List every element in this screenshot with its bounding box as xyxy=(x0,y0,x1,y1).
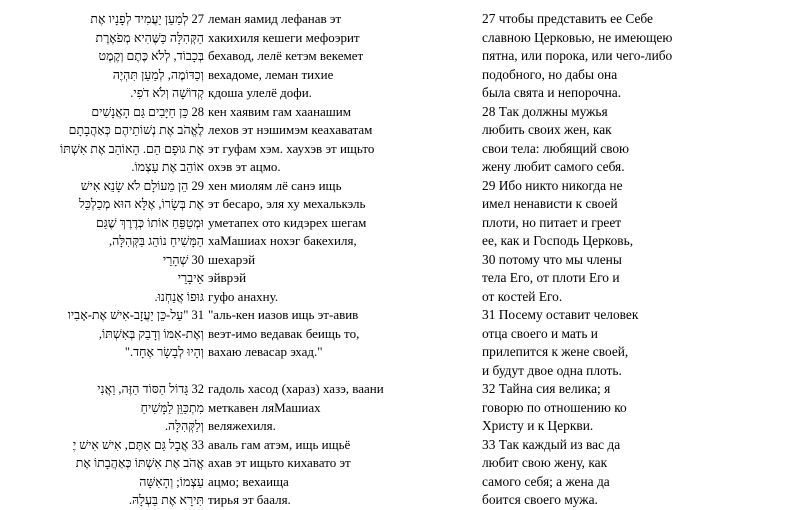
transliteration-column xyxy=(208,10,448,510)
hebrew-line: וְכַדּוֹמֶה, לְמַעַן תִּהְיֶה xyxy=(112,67,204,82)
hebrew-line: 33 אֲבָל גַּם אַתֶּם, אִישׁ אִישׁ יֶ xyxy=(72,437,204,452)
russian-line: говорю по отношению ко xyxy=(482,399,627,415)
russian-line: 30 потому что мы члены xyxy=(482,251,622,267)
hebrew-line: תִּירָא אֶת בַּעְלָהּ. xyxy=(128,493,204,507)
russian-line: Христу и к Церкви. xyxy=(482,418,594,433)
russian-line: тела Его, от плоти Его и xyxy=(482,270,620,285)
transliteration-line: кдоша улелё дофи. xyxy=(208,85,312,100)
russian-line: отца своего и мать и xyxy=(482,325,598,341)
hebrew-line: קְדוֹשָׁה וְלֹא דֹפִי. xyxy=(130,86,204,100)
hebrew-line: גּוּפוֹ אֲנַחְנוּ. xyxy=(154,289,204,304)
transliteration-line: гадоль хасод (хараз) хазэ, ваани xyxy=(208,381,384,396)
russian-line: любит свою жену, как xyxy=(482,455,608,470)
russian-line: прилепится к жене своей, xyxy=(482,344,629,359)
hebrew-line: 30 שְׁהָרֵי xyxy=(162,252,204,267)
transliteration-line: гуфо анахну. xyxy=(208,288,279,304)
hebrew-line: וְלַקְּהִלָּה. xyxy=(164,419,204,433)
hebrew-line: 27 לְמַעַן יַעֲמִיד לְפָנָיו אֶת xyxy=(90,12,204,26)
transliteration-line: эт гуфам хэм. хаухэв эт ищьто xyxy=(208,140,375,156)
russian-line: 28 Так должны мужья xyxy=(482,103,608,119)
russian-line: была свята и непорочна. xyxy=(482,85,622,100)
russian-line: и будут двое одна плоть. xyxy=(482,362,622,378)
hebrew-line: וְהָיוּ לְבָשָׂר אֶחָד." xyxy=(124,345,204,359)
russian-translation-column xyxy=(482,10,782,510)
hebrew-line: אֱהֹב אֶת אִשְׁתּוֹ כְּאַהֲבָתוֹ אֶת xyxy=(75,456,204,470)
transliteration-line: хакихиля кешеги мефоэрит xyxy=(208,29,360,45)
russian-line: пятна, или порока, или чего-либо xyxy=(482,48,673,63)
hebrew-line: אוֹהֵב אֶת עַצְמוֹ. xyxy=(131,160,204,174)
hebrew-line: וּמְטַפֵּחַ אוֹתוֹ כְּדֶרֶךְ שֶׁגַּם xyxy=(95,215,204,230)
russian-line: любить своих жен, как xyxy=(482,122,612,137)
hebrew-text-column xyxy=(60,10,204,510)
transliteration-line: вехадоме, леман тихие xyxy=(208,66,334,82)
hebrew-line xyxy=(60,362,204,381)
hebrew-line: הַקְּהִלָּה כַּשֶּׁהִיא מְפֹאֶרֶת xyxy=(95,30,204,45)
hebrew-line: 29 הֵן מֵעוֹלָם לֹא שָׂנֵא אִישׁ xyxy=(80,178,204,193)
transliteration-line: эт бесаро, эля ху мехалькэль xyxy=(208,196,366,211)
transliteration-line: веэт-имо ведавак беищь то, xyxy=(208,325,360,341)
transliteration-line: вахаю левасар эхад." xyxy=(208,344,323,359)
russian-line: жену любит самого себя. xyxy=(482,159,625,174)
russian-line: самого себя; а жена да xyxy=(482,473,610,489)
transliteration-line: хен миолям лё санэ ищь xyxy=(208,177,342,193)
hebrew-line: 28 כֵּן חַיָּבִים גַּם הָאֲנָשִׁים xyxy=(91,104,204,119)
hebrew-line: מִתְכַּוֵּן לַמָּשִׁיחַ xyxy=(140,400,204,415)
transliteration-line: "аль-кен иазов ищь эт-авив xyxy=(208,307,359,322)
russian-line: 33 Так каждый из вас да xyxy=(482,436,621,452)
hebrew-line: עַצְמוֹ; וְהָאִשָּׁה xyxy=(139,474,204,489)
hebrew-line: בְּכָבוֹד, לְלֹא כֶּתֶם וְקֶמֶט xyxy=(98,49,204,63)
transliteration-line xyxy=(208,362,448,381)
hebrew-line: לֶאֱהֹב אֶת נְשׁוֹתֵיהֶם כְּאַהֲבָתָם xyxy=(68,123,204,137)
transliteration-line: эйврэй xyxy=(208,270,247,285)
russian-line: плоти, но питает и греет xyxy=(482,214,622,230)
transliteration-line: бехавод, лелё кетэм векемет xyxy=(208,48,364,63)
transliteration-line: ахав эт ищьто кихавато эт xyxy=(208,455,351,470)
russian-line: боится своего мужа. xyxy=(482,492,598,507)
transliteration-line: шехарэй xyxy=(208,251,256,267)
transliteration-line: веляжехиля. xyxy=(208,418,276,433)
russian-line: 27 чтобы представить ее Себе xyxy=(482,11,653,26)
hebrew-line: אֵיבָרֵי xyxy=(177,271,204,285)
hebrew-line: אֶת גּוּפָם הֵם. הָאוֹהֵב אֶת אִשְׁתּוֹ xyxy=(60,141,204,156)
transliteration-line: хаМашиах нохэг бакехиля, xyxy=(208,233,357,248)
transliteration-line: охэв эт ацмо. xyxy=(208,159,281,174)
russian-line: 32 Тайна сия велика; я xyxy=(482,381,611,396)
russian-line: ее, как и Господь Церковь, xyxy=(482,233,634,248)
hebrew-line: 31 "עַל-כֵּן יַעֲזָב-אִישׁ אֶת-אָבִיו xyxy=(67,308,204,322)
russian-line: 29 Ибо никто никогда не xyxy=(482,177,623,193)
transliteration-line: тирья эт бааля. xyxy=(208,492,291,507)
russian-line: имел ненависти к своей xyxy=(482,196,618,211)
transliteration-line: леман яамид лефанав эт xyxy=(208,11,342,26)
transliteration-line: аваль гам атэм, ищь ищьё xyxy=(208,436,351,452)
russian-line: подобного, но дабы она xyxy=(482,66,618,82)
russian-line: свои тела: любящий свою xyxy=(482,140,630,156)
transliteration-line: меткавен ляМашиах xyxy=(208,399,321,415)
hebrew-line: אֶת בְּשָׂרוֹ, אֶלָּא הוּא מְכַלְכֵּל xyxy=(78,197,204,211)
russian-line: 31 Посему оставит человек xyxy=(482,307,639,322)
transliteration-line: кен хаявим гам хаанашим xyxy=(208,103,351,119)
transliteration-line: лехов эт нэшимэм кеахаватам xyxy=(208,122,373,137)
hebrew-line: הַמָּשִׁיחַ נוֹהֵג בַּקְּהִלָּה, xyxy=(108,234,204,248)
russian-line: славною Церковью, не имеющею xyxy=(482,29,673,45)
transliteration-line: уметапех ото кидэрех шегам xyxy=(208,214,367,230)
hebrew-line: 32 גָּדוֹל הַסּוֹד הַזֶּה, וַאֲנִי xyxy=(97,382,204,396)
hebrew-line: וְאֶת-אִמּוֹ וְדָבַק בְּאִשְׁתּוֹ, xyxy=(98,326,204,341)
russian-line: от костей Его. xyxy=(482,288,563,304)
transliteration-line: ацмо; вехаища xyxy=(208,473,289,489)
